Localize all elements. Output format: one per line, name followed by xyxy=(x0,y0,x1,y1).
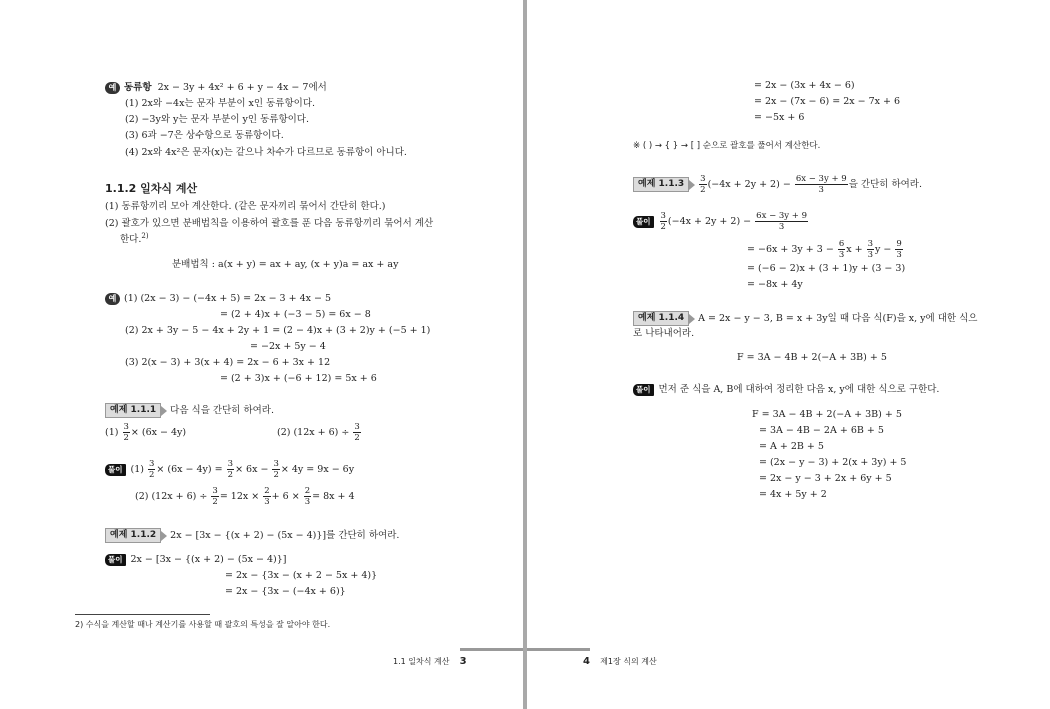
fraction-6-3 xyxy=(838,239,845,260)
solution-1-1-3-line-1 xyxy=(633,211,809,232)
frac-num: 3 xyxy=(354,422,360,432)
frac-den: 3 xyxy=(778,222,785,232)
s1-part-c: × 4y = 9x − 6y xyxy=(280,464,355,475)
frac-num: 3 xyxy=(123,422,129,432)
frac-den: 3 xyxy=(264,497,270,507)
fraction-3-2 xyxy=(660,211,667,232)
ex2-line-6: = (2 + 3)x + (−6 + 12) = 5x + 6 xyxy=(220,373,377,384)
cont-line-1: = 2x − (3x + 4x − 6) xyxy=(754,80,855,91)
p113-line-3: = (−6 − 2)x + (3 + 1)y + (3 − 3) xyxy=(747,263,906,274)
solution-1-1-1-line-1 xyxy=(105,459,354,480)
like-terms-item-3: (3) 6과 −7은 상수항으로 동류항이다. xyxy=(125,130,284,141)
footnote: 2) 수식을 계산할 때나 계산기를 사용할 때 괄호의 특성을 잘 알아야 한다. xyxy=(75,620,331,629)
sol112-line-3: = 2x − {3x − (−4x + 6)} xyxy=(225,586,346,597)
sol114-line-4: = (2x − y − 3) + 2(x + 3y) + 5 xyxy=(759,457,907,468)
solution-badge: 풀이 xyxy=(105,554,126,566)
p113-prompt-b: 을 간단히 하여라. xyxy=(848,179,923,190)
right-footer xyxy=(583,656,657,667)
frac-num: 3 xyxy=(700,174,706,184)
ex2-line-4: = −2x + 5y − 4 xyxy=(250,341,326,352)
frac-den: 3 xyxy=(838,250,845,260)
frac-num: 9 xyxy=(896,239,902,249)
fraction-3-2 xyxy=(148,459,155,480)
problem-prompt: 2x − [3x − {(x + 2) − (5x − 4)}]를 간단히 하여라. xyxy=(170,530,400,541)
left-footer xyxy=(393,656,467,667)
rule-1: (1) 동류항끼리 모아 계산한다. (같은 문자끼리 묶어서 간단히 한다.) xyxy=(105,201,386,212)
problem-1-1-1 xyxy=(105,403,274,418)
cont-line-3: = −5x + 6 xyxy=(754,112,805,123)
solution-badge: 풀이 xyxy=(633,384,654,396)
solution-badge: 풀이 xyxy=(105,464,126,476)
sol114-line-5: = 2x − y − 3 + 2x + 6y + 5 xyxy=(759,473,892,484)
fraction-3-2 xyxy=(353,422,360,443)
example-badge: 예 xyxy=(105,82,120,94)
frac-num: 3 xyxy=(212,486,218,496)
s2-part-b: + 6 × xyxy=(271,491,300,502)
sol112-line-2: = 2x − {3x − (x + 2 − 5x + 4)} xyxy=(225,570,378,581)
like-terms-item-1: (1) 2x와 −4x는 문자 부분이 x인 동류항이다. xyxy=(125,98,316,109)
solution-1-1-1-line-2 xyxy=(135,486,355,507)
frac-num: 6 xyxy=(838,239,845,249)
fraction-2-3 xyxy=(263,486,270,507)
problem-tag: 예제 1.1.4 xyxy=(633,311,689,326)
frac-num: 3 xyxy=(660,211,666,221)
page-number: 3 xyxy=(459,656,467,667)
rule-2-tail: 한다. xyxy=(120,234,142,245)
p113-line-2b: x + xyxy=(846,244,863,255)
ex2-line-1-text: (1) (2x − 3) − (−4x + 5) = 2x − 3 + 4x − 5 xyxy=(124,293,332,304)
fraction-3-3 xyxy=(867,239,874,260)
example-2-line-1 xyxy=(105,292,331,305)
footer-bar xyxy=(460,648,523,651)
q1-expression: × (6x − 4y) xyxy=(130,427,187,438)
frac-den: 2 xyxy=(354,433,360,443)
like-terms-item-2: (2) −3y와 y는 문자 부분이 y인 동류항이다. xyxy=(125,114,310,125)
formula-F: F = 3A − 4B + 2(−A + 3B) + 5 xyxy=(737,352,887,363)
footer-bar xyxy=(527,648,590,651)
cont-line-2: = 2x − (7x − 6) = 2x − 7x + 6 xyxy=(754,96,901,107)
solution-1-1-4-intro xyxy=(633,383,939,396)
problem-1-1-4 xyxy=(633,311,977,326)
fraction-9-3 xyxy=(895,239,902,260)
like-terms-expression: 2x − 3y + 4x² + 6 + y − 4x − 7에서 xyxy=(157,82,327,93)
frac-num: 3 xyxy=(867,239,874,249)
p113-line-4: = −8x + 4y xyxy=(747,279,803,290)
example-like-terms xyxy=(105,81,327,94)
problem-1-1-4-cont: 로 나타내어라. xyxy=(633,328,695,339)
q1-label: (1) xyxy=(105,427,119,438)
distributive-law: 분배법칙 : a(x + y) = ax + ay, (x + y)a = ax + ay xyxy=(172,259,399,270)
problem-tag: 예제 1.1.1 xyxy=(105,403,161,418)
fraction-expression xyxy=(755,211,808,232)
fraction-expression xyxy=(795,174,848,195)
problem-1-1-1-q2 xyxy=(277,422,362,443)
problem-tag: 예제 1.1.3 xyxy=(633,177,689,192)
s1-part-b: × 6x − xyxy=(235,464,269,475)
solution-badge: 풀이 xyxy=(633,216,654,228)
solution-1-1-2-line-1 xyxy=(105,553,286,566)
sol114-line-3: = A + 2B + 5 xyxy=(759,441,824,452)
frac-num: 3 xyxy=(227,459,234,469)
footnote-ref: 2) xyxy=(141,232,149,240)
sol114-line-2: = 3A − 4B − 2A + 6B + 5 xyxy=(759,425,884,436)
fraction-3-2 xyxy=(211,486,218,507)
right-page xyxy=(527,0,1050,709)
p113-sol-a: (−4x + 2y + 2) − xyxy=(667,216,752,227)
p113-line-2c: y − xyxy=(875,244,892,255)
sol114-line-6: = 4x + 5y + 2 xyxy=(759,489,827,500)
p113-prompt-a: (−4x + 2y + 2) − xyxy=(707,179,791,190)
s2-expression: (2) (12x + 6) ÷ xyxy=(135,491,208,502)
frac-den: 2 xyxy=(123,433,129,443)
sol114-line-1: F = 3A − 4B + 2(−A + 3B) + 5 xyxy=(752,409,902,420)
frac-num: 3 xyxy=(149,459,155,469)
frac-den: 2 xyxy=(212,497,218,507)
bracket-note: ※ ( ) → { } → [ ] 순으로 괄호를 풀어서 계산한다. xyxy=(633,141,821,151)
p113-line-2a: = −6x + 3y + 3 − xyxy=(747,244,834,255)
problem-prompt: A = 2x − y − 3, B = x + 3y일 때 다음 식(F)을 x, y에 대한 식으 xyxy=(698,313,978,324)
frac-den: 3 xyxy=(867,250,874,260)
frac-den: 2 xyxy=(227,470,234,480)
fraction-3-2 xyxy=(699,174,706,195)
like-terms-term: 동류항 xyxy=(124,82,152,93)
problem-prompt: 다음 식을 간단히 하여라. xyxy=(170,405,275,416)
page-number: 4 xyxy=(583,656,590,667)
s2-part-a: = 12x × xyxy=(219,491,260,502)
section-title: 1.1.2 일차식 계산 xyxy=(105,182,198,195)
fraction-3-2 xyxy=(272,459,279,480)
problem-1-1-2 xyxy=(105,528,399,543)
s2-part-c: = 8x + 4 xyxy=(312,491,355,502)
frac-num: 2 xyxy=(304,486,311,496)
left-page xyxy=(0,0,523,709)
frac-den: 2 xyxy=(660,222,666,232)
s1-part-a: × (6x − 4y) = xyxy=(156,464,223,475)
problem-1-1-1-q1 xyxy=(105,422,186,443)
frac-den: 3 xyxy=(304,497,311,507)
sol112-line-1: 2x − [3x − {(x + 2) − (5x − 4)}] xyxy=(130,554,287,565)
frac-den: 2 xyxy=(149,470,155,480)
frac-num: 6x − 3y + 9 xyxy=(795,174,847,184)
fraction-3-2 xyxy=(123,422,130,443)
ex2-line-5: (3) 2(x − 3) + 3(x + 4) = 2x − 6 + 3x + 12 xyxy=(125,357,331,368)
problem-1-1-3 xyxy=(633,174,922,195)
like-terms-item-4: (4) 2x와 4x²은 문자(x)는 같으나 차수가 다르므로 동류항이 아니다. xyxy=(125,147,407,158)
frac-den: 3 xyxy=(818,185,824,195)
frac-num: 6x − 3y + 9 xyxy=(756,211,808,221)
ex2-line-3: (2) 2x + 3y − 5 − 4x + 2y + 1 = (2 − 4)x + (3 + 2)y + (−5 + 1) xyxy=(125,325,431,336)
chapter-label: 제1장 식의 계산 xyxy=(600,657,657,666)
fraction-3-2 xyxy=(227,459,234,480)
fraction-2-3 xyxy=(304,486,311,507)
frac-den: 2 xyxy=(273,470,279,480)
rule-2-continued xyxy=(120,233,149,246)
frac-num: 2 xyxy=(264,486,270,496)
chapter-section-label: 1.1 일차식 계산 xyxy=(393,657,450,666)
frac-den: 2 xyxy=(700,185,706,195)
s1-label: (1) xyxy=(130,464,144,475)
q2-expression: (2) (12x + 6) ÷ xyxy=(277,427,350,438)
solution-1-1-3-line-2 xyxy=(747,239,904,260)
footnote-divider xyxy=(75,614,210,615)
frac-den: 3 xyxy=(896,250,902,260)
example-badge: 예 xyxy=(105,293,120,305)
rule-2: (2) 괄호가 있으면 분배법칙을 이용하여 괄호를 푼 다음 동류항끼리 묶어서 계산 xyxy=(105,218,434,229)
problem-tag: 예제 1.1.2 xyxy=(105,528,161,543)
ex2-line-2: = (2 + 4)x + (−3 − 5) = 6x − 8 xyxy=(220,309,371,320)
frac-num: 3 xyxy=(273,459,279,469)
sol114-text: 먼저 준 식을 A, B에 대하여 정리한 다음 x, y에 대한 식으로 구한다. xyxy=(658,384,940,395)
